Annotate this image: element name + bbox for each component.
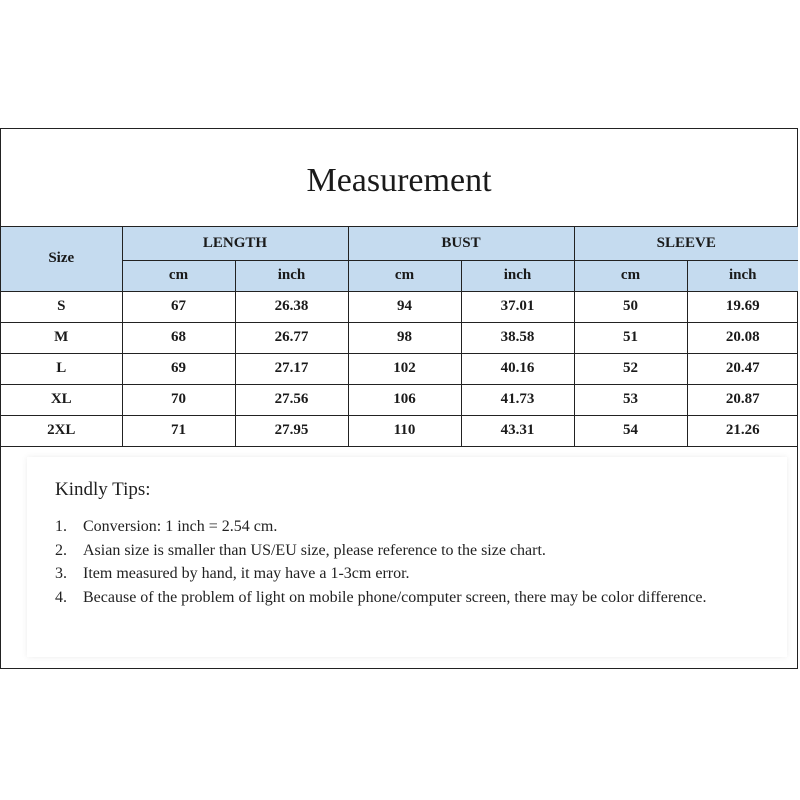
group-header-bust: BUST — [348, 227, 574, 260]
table-cell: 27.95 — [235, 415, 348, 446]
table-cell: 26.38 — [235, 291, 348, 322]
table-cell: 68 — [122, 322, 235, 353]
table-row — [1, 384, 798, 415]
tips-title: Kindly Tips: — [55, 479, 151, 500]
list-item-text: Because of the problem of light on mobile phone/computer screen, there may be color difference. — [83, 588, 707, 606]
table-cell: 110 — [348, 415, 461, 446]
unit-header: inch — [687, 260, 798, 291]
group-header-row — [1, 227, 798, 260]
size-cell: S — [1, 291, 122, 322]
table-cell: 27.17 — [235, 353, 348, 384]
size-cell: M — [1, 322, 122, 353]
table-cell: 37.01 — [461, 291, 574, 322]
table-cell: 19.69 — [687, 291, 798, 322]
table-cell: 69 — [122, 353, 235, 384]
unit-header: inch — [461, 260, 574, 291]
unit-header: cm — [574, 260, 687, 291]
table-cell: 53 — [574, 384, 687, 415]
table-cell: 71 — [122, 415, 235, 446]
list-item-text: Asian size is smaller than US/EU size, please reference to the size chart. — [83, 541, 546, 559]
table-cell: 38.58 — [461, 322, 574, 353]
table-cell: 40.16 — [461, 353, 574, 384]
unit-header: cm — [122, 260, 235, 291]
table-cell: 52 — [574, 353, 687, 384]
table-cell: 26.77 — [235, 322, 348, 353]
measurement-chart — [0, 128, 798, 669]
list-item-number: 4. — [55, 588, 67, 606]
title-area — [1, 129, 797, 227]
table-cell: 27.56 — [235, 384, 348, 415]
list-item-number: 3. — [55, 565, 67, 582]
tips-list — [55, 515, 715, 609]
group-header-sleeve: SLEEVE — [574, 227, 798, 260]
table-cell: 51 — [574, 322, 687, 353]
table-cell: 21.26 — [687, 415, 798, 446]
list-item — [55, 515, 715, 539]
size-cell: XL — [1, 384, 122, 415]
list-item — [55, 586, 715, 610]
page-title: Measurement — [306, 161, 492, 199]
unit-header: inch — [235, 260, 348, 291]
table-cell: 54 — [574, 415, 687, 446]
table-cell: 50 — [574, 291, 687, 322]
table-cell: 102 — [348, 353, 461, 384]
size-header: Size — [1, 227, 122, 291]
size-table — [1, 227, 798, 447]
unit-header: cm — [348, 260, 461, 291]
table-cell: 41.73 — [461, 384, 574, 415]
size-cell: 2XL — [1, 415, 122, 446]
table-cell: 98 — [348, 322, 461, 353]
table-cell: 94 — [348, 291, 461, 322]
list-item — [55, 562, 715, 586]
table-cell: 67 — [122, 291, 235, 322]
table-cell: 43.31 — [461, 415, 574, 446]
table-cell: 20.08 — [687, 322, 798, 353]
list-item-text: Item measured by hand, it may have a 1-3cm error. — [83, 565, 410, 582]
table-cell: 20.47 — [687, 353, 798, 384]
table-cell: 20.87 — [687, 384, 798, 415]
table-cell: 106 — [348, 384, 461, 415]
table-row — [1, 353, 798, 384]
tips-box — [27, 457, 787, 657]
table-cell: 70 — [122, 384, 235, 415]
table-row — [1, 291, 798, 322]
group-header-length: LENGTH — [122, 227, 348, 260]
list-item-text: Conversion: 1 inch = 2.54 cm. — [83, 518, 278, 535]
table-row — [1, 322, 798, 353]
list-item — [55, 539, 715, 563]
table-row — [1, 415, 798, 446]
size-cell: L — [1, 353, 122, 384]
list-item-number: 2. — [55, 541, 67, 559]
list-item-number: 1. — [55, 518, 67, 535]
